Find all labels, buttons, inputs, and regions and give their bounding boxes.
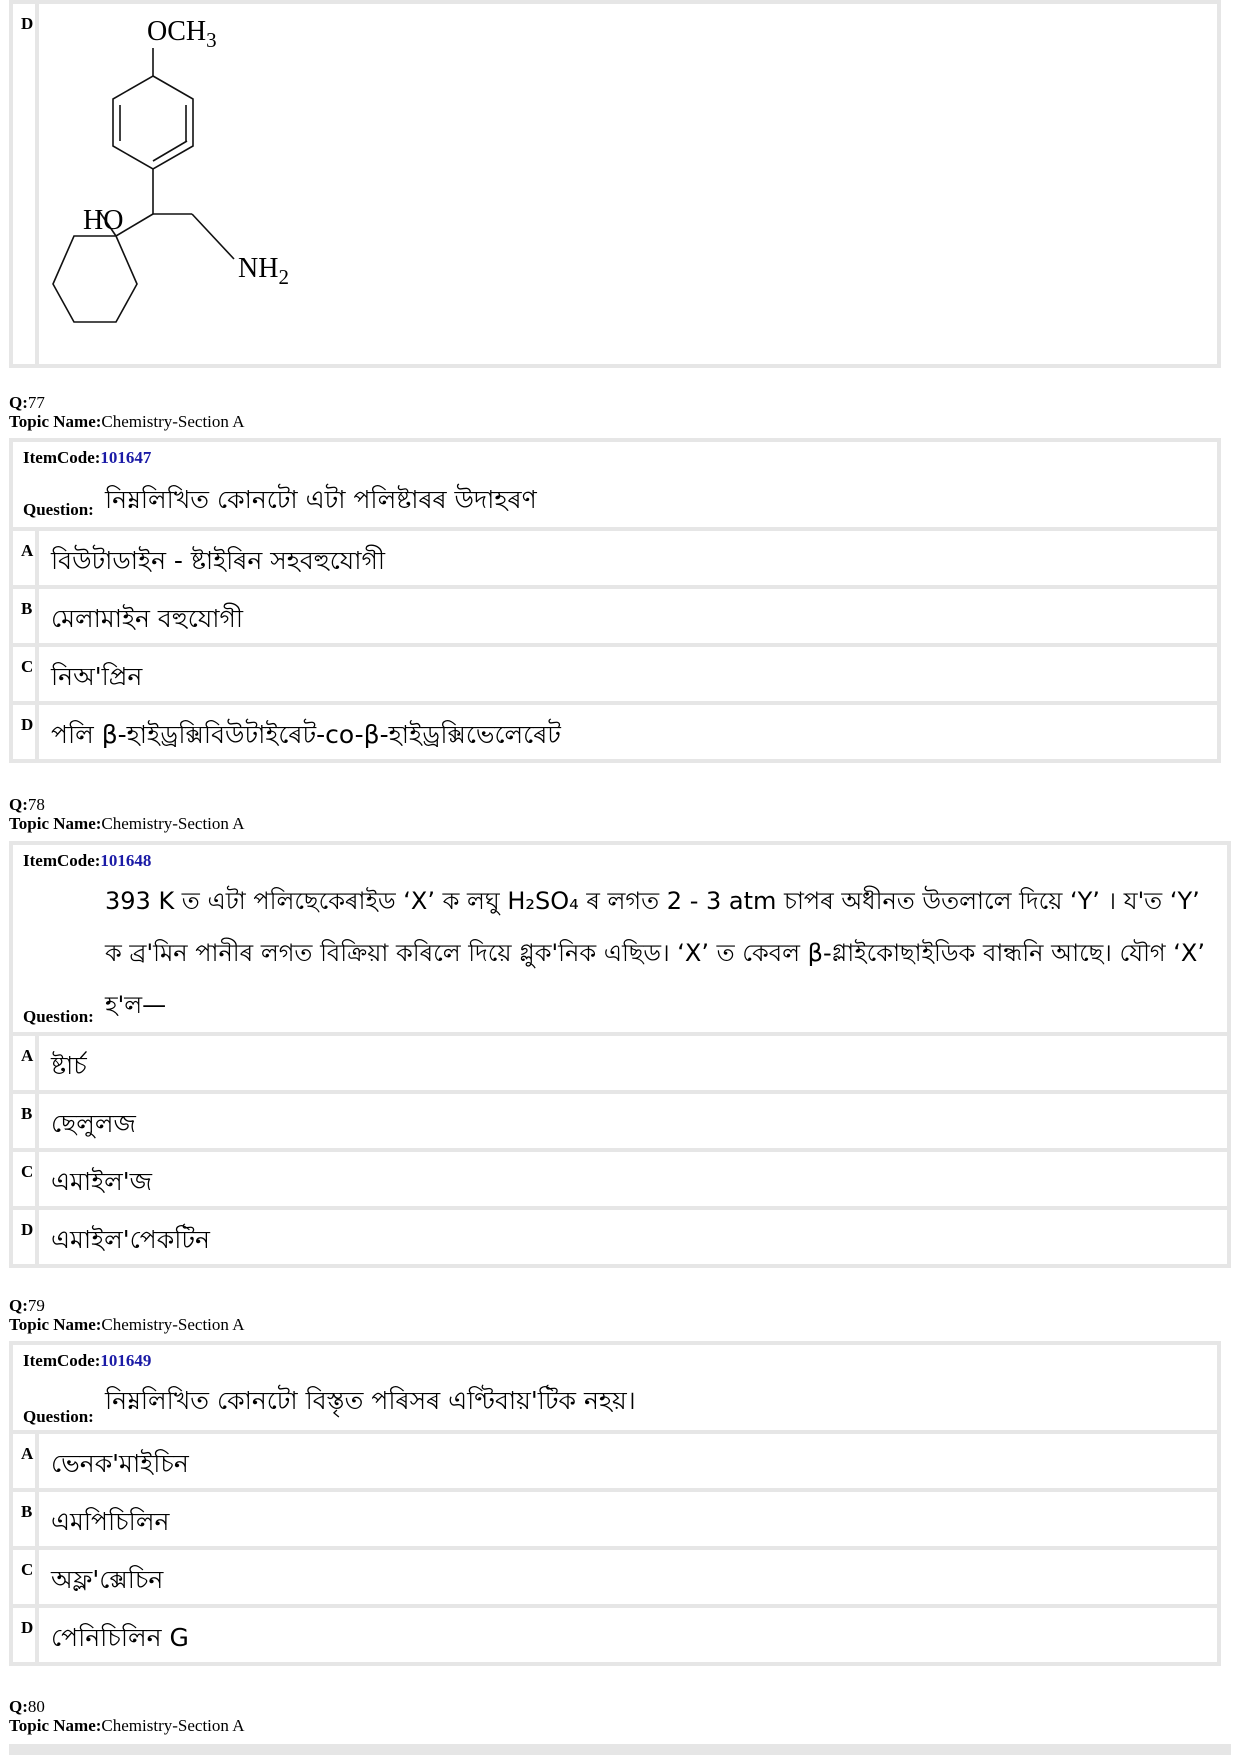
- question-header-78: [9, 795, 244, 833]
- question-table-77: [9, 438, 1221, 763]
- question-header-79: [9, 1296, 244, 1334]
- question-header-77: [9, 393, 244, 431]
- option-label: A: [13, 1036, 39, 1090]
- nh2-label: $NH_2$: [238, 253, 289, 289]
- option-row-d[interactable]: [13, 1608, 1217, 1662]
- option-label: C: [13, 1152, 39, 1206]
- option-label: D: [13, 1210, 39, 1264]
- question-table-80-top: [9, 1744, 1231, 1755]
- topic-label: Topic Name:: [9, 412, 102, 431]
- question-header-80: [9, 1697, 244, 1735]
- option-row-b[interactable]: [13, 1492, 1217, 1546]
- option-row-d[interactable]: [13, 4, 1217, 364]
- ho-label: HO: [83, 205, 124, 236]
- topic-name: Chemistry-Section A: [101, 412, 245, 431]
- option-row-d[interactable]: [13, 1210, 1227, 1264]
- option-row-c[interactable]: [13, 1152, 1227, 1206]
- question-text: নিম্নলিখিত কোনটো এটা পলিষ্টাৰৰ উদাহৰণ: [105, 485, 537, 514]
- itemcode-value: 101649: [100, 1351, 152, 1370]
- itemcode: ItemCode:101649: [23, 1351, 152, 1370]
- option-text: বিউটাডাইন - ষ্টাইৰিন সহবহুযোগী: [51, 546, 385, 575]
- option-text: অফ্ল'ক্সেচিন: [51, 1565, 164, 1594]
- option-label: D: [13, 1608, 39, 1662]
- option-row-b[interactable]: [13, 1094, 1227, 1148]
- option-row-a[interactable]: [13, 1434, 1217, 1488]
- och3-label: $OCH_3$: [147, 16, 217, 52]
- q-number: 80: [27, 1697, 45, 1716]
- option-label: D: [13, 4, 39, 364]
- option-label: C: [13, 647, 39, 701]
- itemcode-value: 101648: [100, 851, 152, 870]
- option-label: D: [13, 705, 39, 759]
- option-label: B: [13, 1094, 39, 1148]
- question-row: [13, 1345, 1217, 1430]
- option-text: মেলামাইন বহুযোগী: [51, 604, 244, 633]
- q-number: 79: [27, 1296, 45, 1315]
- option-label: B: [13, 1492, 39, 1546]
- prev-option-table: [9, 0, 1221, 368]
- topic-name: Chemistry-Section A: [101, 814, 245, 833]
- question-row: [13, 845, 1227, 1032]
- question-text-line-1: 393 K ত এটা পলিছেকেৰাইড ‘X’ ক লঘু H₂SO₄ ৰ লগত 2 - 3 atm চাপৰ অধীনত উতলালে দিয়ে ‘Y’ । য'ত ‘Y’: [105, 887, 1200, 915]
- q-number: 77: [27, 393, 45, 412]
- itemcode: ItemCode:101648: [23, 851, 152, 870]
- option-text: এমাইল'জ: [51, 1167, 153, 1196]
- option-text: ভেনক'মাইচিন: [51, 1449, 189, 1478]
- option-row-b[interactable]: [13, 589, 1217, 643]
- topic-name: Chemistry-Section A: [101, 1716, 245, 1735]
- question-table-78: [9, 841, 1231, 1268]
- option-label: A: [13, 531, 39, 585]
- topic-label: Topic Name:: [9, 1315, 102, 1334]
- topic-label: Topic Name:: [9, 814, 102, 833]
- option-label: C: [13, 1550, 39, 1604]
- itemcode-value: 101647: [100, 448, 152, 467]
- option-row-c[interactable]: [13, 647, 1217, 701]
- question-text-line-2: ক ব্ৰ'মিন পানীৰ লগত বিক্ৰিয়া কৰিলে দিয়ে গ্লুক'নিক এছিড। ‘X’ ত কেবল β-গ্লাইকোছাইডিক বান্ধনি আছে। যৌগ ‘X’: [105, 939, 1205, 967]
- option-text: পেনিচিলিন G: [51, 1623, 189, 1652]
- option-text: এমপিচিলিন: [51, 1507, 170, 1536]
- question-text: নিম্নলিখিত কোনটো বিস্তৃত পৰিসৰ এণ্টিবায়'টিক নহয়।: [105, 1386, 636, 1415]
- q-label: Q:: [9, 393, 28, 412]
- option-label: A: [13, 1434, 39, 1488]
- itemcode: ItemCode:101647: [23, 448, 152, 467]
- option-text: নিঅ'প্ৰিন: [51, 662, 143, 691]
- q-label: Q:: [9, 1296, 28, 1315]
- question-table-79: [9, 1341, 1221, 1666]
- topic-name: Chemistry-Section A: [101, 1315, 245, 1334]
- question-label: Question:: [23, 1407, 94, 1426]
- q-label: Q:: [9, 1697, 28, 1716]
- question-text-line-3: হ'ল—: [105, 991, 167, 1019]
- option-text: এমাইল'পেকটিন: [51, 1225, 210, 1254]
- q-number: 78: [27, 795, 45, 814]
- option-text: ষ্টাৰ্চ: [51, 1051, 87, 1080]
- question-label: Question:: [23, 1007, 94, 1026]
- topic-label: Topic Name:: [9, 1716, 102, 1735]
- option-label: B: [13, 589, 39, 643]
- q-label: Q:: [9, 795, 28, 814]
- structure-cell: [39, 4, 1217, 364]
- option-text: পলি β-হাইড্ৰক্সিবিউটাইৰেট-co-β-হাইড্ৰক্সিভেলেৰেট: [51, 720, 561, 749]
- option-row-c[interactable]: [13, 1550, 1217, 1604]
- option-row-a[interactable]: [13, 1036, 1227, 1090]
- question-label: Question:: [23, 500, 94, 519]
- question-row: [13, 442, 1217, 527]
- chemical-structure: [39, 4, 359, 359]
- option-text: ছেলুলজ: [51, 1109, 136, 1138]
- option-row-a[interactable]: [13, 531, 1217, 585]
- option-row-d[interactable]: [13, 705, 1217, 759]
